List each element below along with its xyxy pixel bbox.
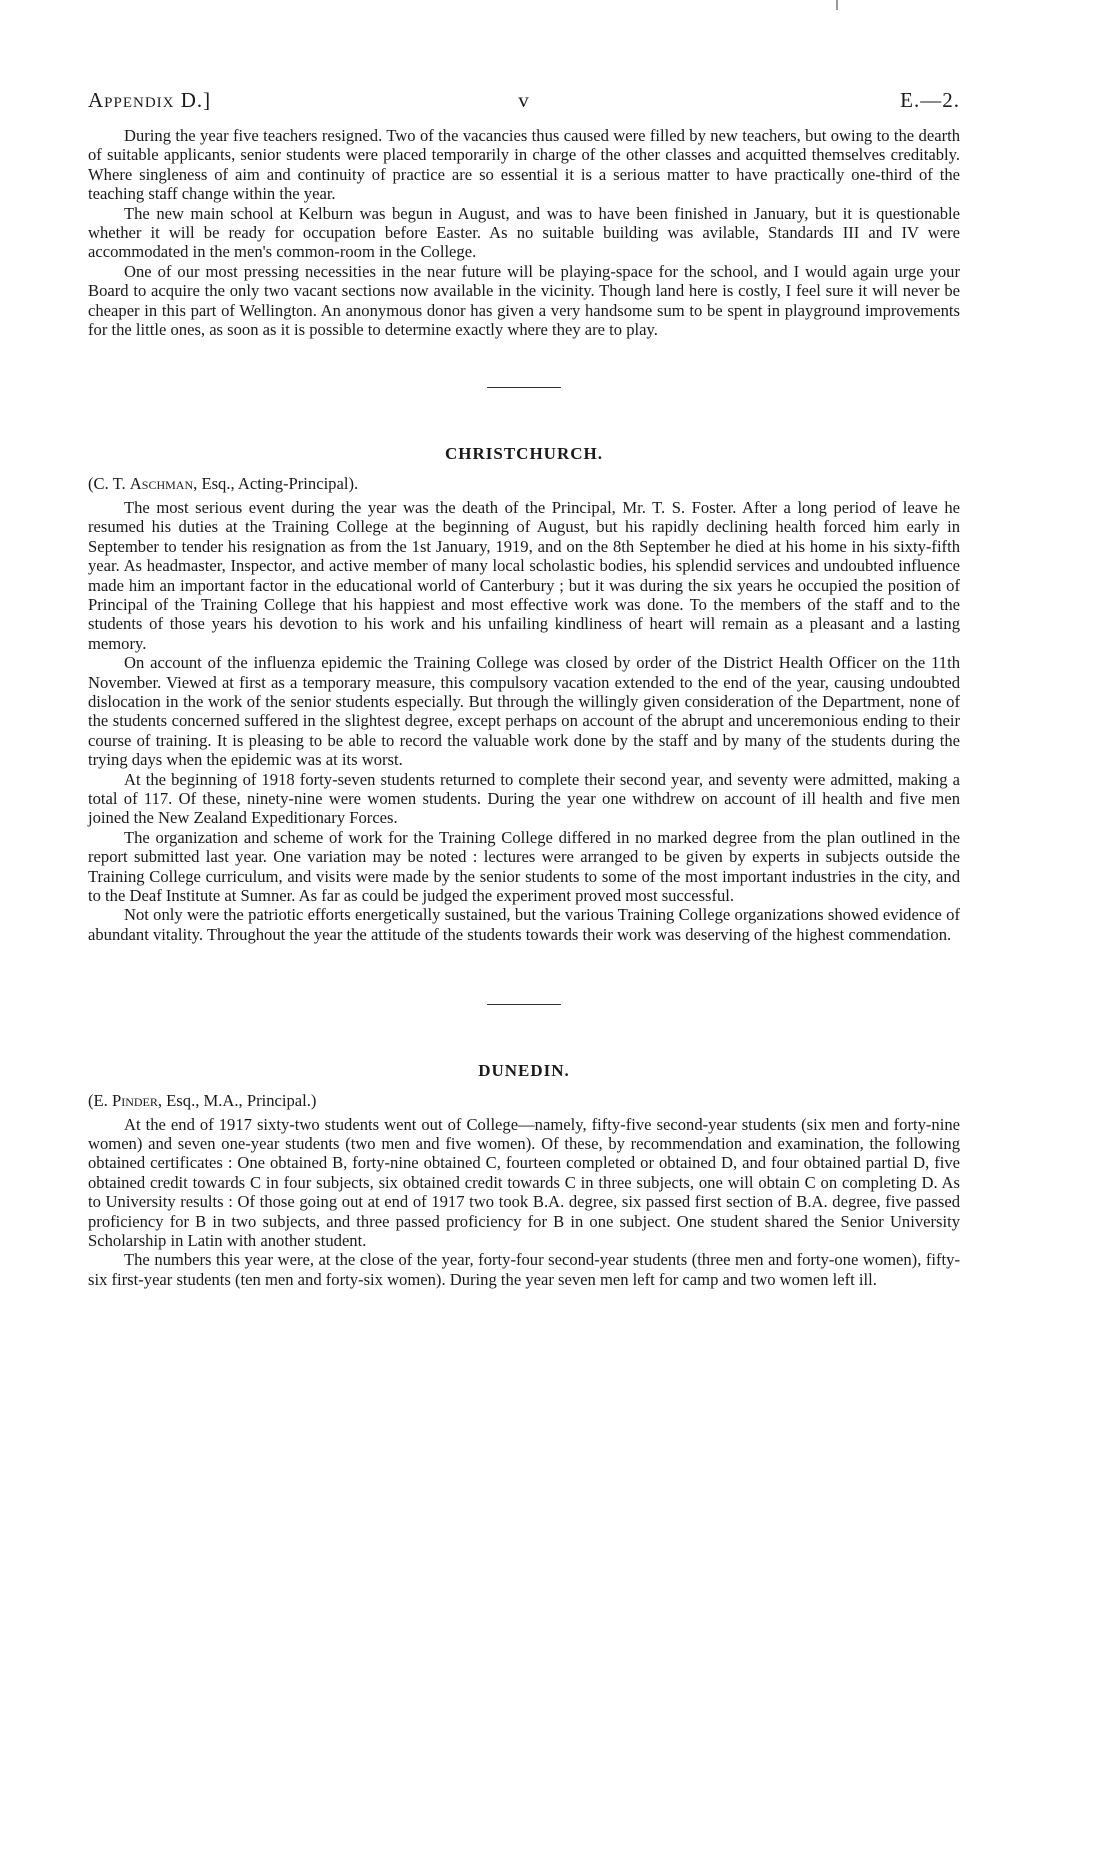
section-divider [487,387,561,388]
section-heading: CHRISTCHURCH. [445,444,603,464]
running-head [88,88,960,118]
section-heading: DUNEDIN. [478,1061,570,1081]
dunedin-section [88,1061,960,1289]
paragraph: One of our most pressing necessities in the near future will be playing-space for the school, and I would again urge your Board to acquire the only two vacant sections now available in the vicinity. Though land here is costly, I feel sure it will never be cheaper in this part of Wellington. An anonymous donor has given a very handsome sum to be spent in playground improvements for the little ones, as soon as it is possible to determine exactly where they are to play. [88,261,960,340]
running-head-right: E.—2. [900,88,960,112]
running-head-left: Appendix D.] [88,88,212,112]
paragraph: On account of the influenza epidemic the Training College was closed by order of the District Health Officer on the 11th November. Viewed at first as a temporary measure, this compulsory vacation extended to the end of the year, causing undoubted dislocation in the work of the senior students especially. But through the willingly given consideration of the Department, none of the students concerned suffered in the slightest degree, except perhaps on account of the abrupt and unceremonious ending to their course of training. It is pleasing to be able to record the valuable work done by the staff and by many of the students during the trying days when the epidemic was at its worst. [88,653,960,770]
page-number: v [518,88,530,112]
section-byline: (E. Pinder, Esq., M.A., Principal.) [88,1091,317,1111]
paragraph: At the end of 1917 sixty-two students went out of College—namely, fifty-five second-year students (six men and forty-nine women) and seven one-year students (two men and five women). Of these, by recommendation and examination, the following obtained certificates : One obtained B, forty-nine obtained C, fourteen completed or obtained D, and four obtained partial D, five obtained credit towards C in four subjects, six obtained credit towards C in three subjects, one will obtain C on completing D. As to University results : Of those going out at end of 1917 two took B.A. degree, six passed first section of B.A. degree, five passed proficiency for B in two subjects, and three passed proficiency for B in one subject. One student shared the Senior University Scholarship in Latin with another student. [88,1114,960,1251]
christchurch-section [88,444,960,944]
intro-section [88,126,960,339]
paragraph: At the beginning of 1918 forty-seven students returned to complete their second year, and seventy were admitted, making a total of 117. Of these, ninety-nine were women students. During the year one withdrew on account of ill health and five men joined the New Zealand Expeditionary Forces. [88,769,960,828]
section-divider [487,1004,561,1005]
section-byline: (C. T. Aschman, Esq., Acting-Principal). [88,474,359,494]
document-page [88,88,960,1289]
paragraph: During the year five teachers resigned. Two of the vacancies thus caused were filled by new teachers, but owing to the dearth of suitable applicants, senior students were placed temporarily in charge of the other classes and acquitted themselves creditably. Where singleness of aim and continuity of practice are so essential it is a serious matter to have practically one-third of the teaching staff change within the year. [88,126,960,204]
paragraph: The organization and scheme of work for the Training College differed in no marked degree from the plan outlined in the report submitted last year. One variation may be noted : lectures were arranged to be given by experts in subjects outside the Training College curriculum, and visits were made by the senior students to some of the most important industries in the city, and to the Deaf Institute at Sumner. As far as could be judged the experiment proved most successful. [88,827,960,905]
scan-mark [836,0,838,10]
paragraph: The new main school at Kelburn was begun in August, and was to have been finished in January, but it is questionable whether it will be ready for occupation before Easter. As no suitable building was avilable, Standards III and IV were accommodated in the men's common-room in the College. [88,203,960,262]
paragraph: Not only were the patriotic efforts energetically sustained, but the various Training College organizations showed evidence of abundant vitality. Throughout the year the attitude of the students towards their work was deserving of the highest commendation. [88,905,960,944]
paragraph: The numbers this year were, at the close of the year, forty-four second-year students (three men and forty-one women), fifty-six first-year students (ten men and forty-six women). During the year seven men left for camp and two women left ill. [88,1250,960,1289]
paragraph: The most serious event during the year was the death of the Principal, Mr. T. S. Foster. After a long period of leave he resumed his duties at the Training College at the beginning of August, but his rapidly declining health forced him early in September to tender his resignation as from the 1st January, 1919, and on the 8th September he died at his home in his sixty-fifth year. As headmaster, Inspector, and active member of many local scholastic bodies, his splendid services and undoubted influence made him an important factor in the educational world of Canterbury ; but it was during the six years he occupied the position of Principal of the Training College that his happiest and most effective work was done. To the members of the staff and to the students of those years his devotion to his work and his unfailing kindliness of heart will remain as a pleasant and a lasting memory. [88,497,960,653]
